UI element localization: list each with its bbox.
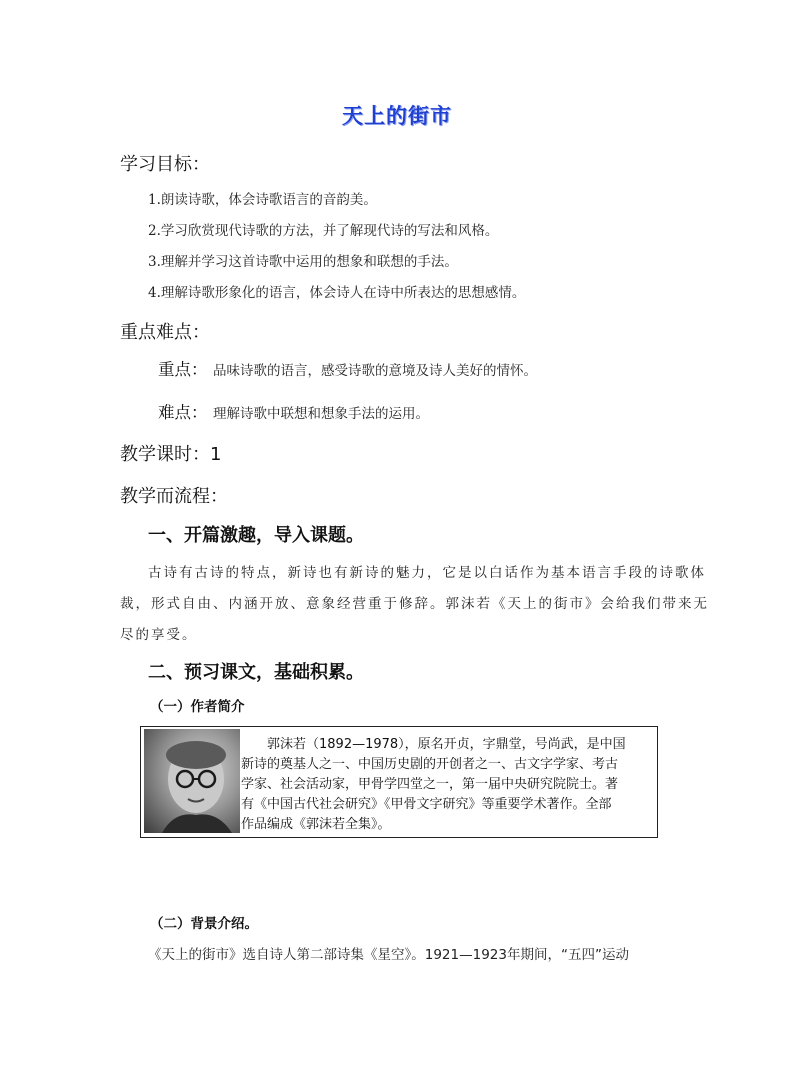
class-hours: 教学课时：1 [120,444,222,465]
objective-item: 3.理解并学习这首诗歌中运用的想象和联想的手法。 [148,254,458,270]
background-line: 《天上的街市》选自诗人第二部诗集《星空》。1921—1923年期间，“五四”运动 [148,947,629,963]
process-heading: 教学而流程： [120,486,228,507]
objective-item: 2.学习欣赏现代诗歌的方法，并了解现代诗的写法和风格。 [148,223,499,239]
key-point-label: 重点： [158,360,208,379]
author-bio-box [140,726,658,838]
section1-heading: 一、开篇激趣，导入课题。 [148,525,364,546]
background-heading: （二）背景介绍。 [150,916,258,932]
page-title: 天上的街市 [342,104,452,128]
author-bio-line: 有《中国古代社会研究》《甲骨文字研究》等重要学术著作。全部 [241,797,612,812]
portrait-image [144,729,240,833]
difficulty-text: 理解诗歌中联想和想象手法的运用。 [213,406,429,422]
key-point-text: 品味诗歌的语言，感受诗歌的意境及诗人美好的情怀。 [213,363,537,379]
section2-heading: 二、预习课文，基础积累。 [148,662,364,683]
author-bio-text [241,735,651,835]
author-bio-line: 郭沫若（1892—1978），原名开贞，字鼎堂，号尚武，是中国 [267,737,626,752]
key-points-heading: 重点难点： [120,322,210,343]
author-bio-line: 学家、社会活动家，甲骨学四堂之一，第一届中央研究院院士。著 [241,777,619,792]
author-bio-line: 作品编成《郭沫若全集》。 [241,817,391,832]
objective-item: 1.朗读诗歌，体会诗歌语言的音韵美。 [148,192,377,208]
author-bio-line: 新诗的奠基人之一、中国历史剧的开创者之一、古文字学家、考古 [241,757,619,772]
author-heading: （一）作者简介 [150,699,245,715]
intro-paragraph-line: 古诗有古诗的特点，新诗也有新诗的魅力，它是以白话作为基本语言手段的诗歌体 [148,565,706,581]
difficulty-label: 难点： [158,403,208,422]
objective-item: 4.理解诗歌形象化的语言，体会诗人在诗中所表达的思想感情。 [148,285,526,301]
author-photo [144,729,240,833]
intro-paragraph-line: 尽的享受。 [120,627,198,643]
intro-paragraph-line: 裁，形式自由、内涵开放、意象经营重于修辞。郭沫若《天上的街市》会给我们带来无 [120,596,709,612]
objectives-heading: 学习目标： [120,154,210,175]
